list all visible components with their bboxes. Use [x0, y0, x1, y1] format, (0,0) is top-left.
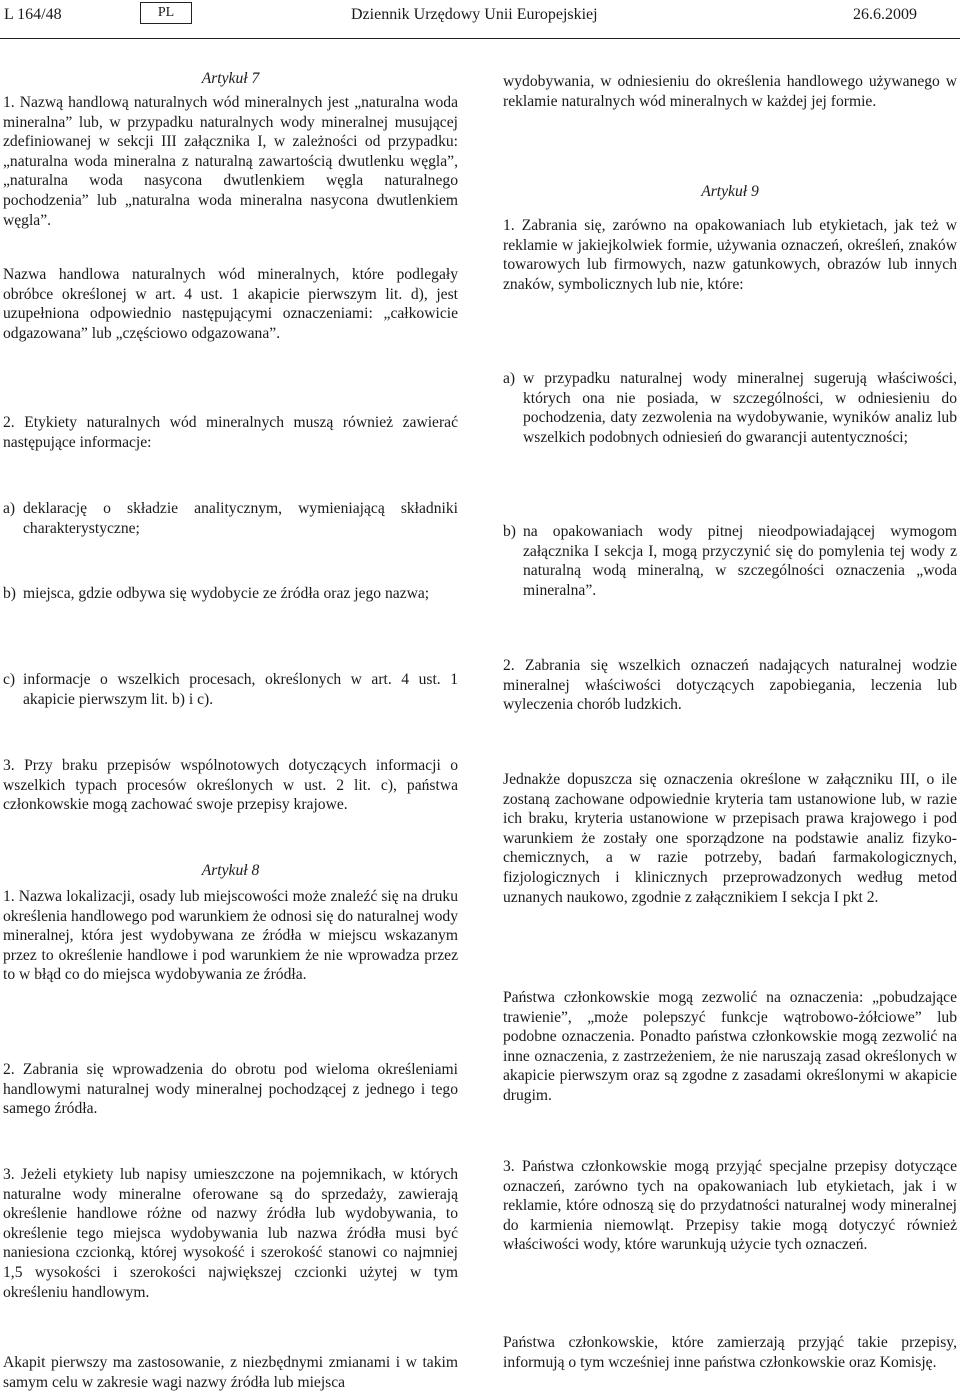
- page-header: [0, 0, 960, 38]
- art9-paragraph-2-sub-2: Państwa członkowskie mogą zezwolić na oznaczenia: „pobudzające trawienie”, „może polepszyć funkcje wątrobowo-żółciowe” lub podobne oznaczenia. Ponadto państwa członkowskie mogą zezwolić na inne oznaczenia, z zastrzeżeniem, że nie naruszają zasad określonych w akapicie pierwszym oraz są zgodne z zasadami określonymi w akapicie drugim.: [503, 989, 957, 1104]
- language-badge: PL: [140, 2, 192, 24]
- art9-item-b: [503, 522, 957, 600]
- article-7-heading: Artykuł 7: [201, 70, 260, 87]
- art8-paragraph-2: 2. Zabrania się wprowadzenia do obrotu pod wieloma określeniami handlowymi naturalnej wody mineralnej pochodzącej z jednego i tego samego źródła.: [3, 1061, 458, 1118]
- art7-item-b: [3, 584, 458, 604]
- item-text: na opakowaniach wody pitnej nieodpowiadającej wymogom załącznika I sekcja I, mogą przyczynić się do pomylenia tej wody z naturalną wodą mineralną, w szczególności oznaczenia „woda mineralna”.: [523, 523, 957, 599]
- art9-item-a: [503, 369, 957, 447]
- item-label: b): [3, 585, 16, 602]
- item-text: informacje o wszelkich procesach, określonych w art. 4 ust. 1 akapicie pierwszym lit. b) i c).: [23, 671, 458, 708]
- art9-paragraph-3-sub: Państwa członkowskie, które zamierzają przyjąć takie przepisy, informują o tym wcześniej inne państwa członkowskie oraz Komisję.: [503, 1334, 957, 1371]
- article-8-heading: Artykuł 8: [201, 862, 260, 879]
- art7-paragraph-1-sub: Nazwa handlowa naturalnych wód mineralnych, które podlegały obróbce określonej w art. 4 ust. 1 akapicie pierwszym lit. d), jest uzupełniona odpowiednio następującymi oznaczeniami: „całkowicie odgazowana” lub „częściowo odgazowana”.: [3, 266, 458, 342]
- item-label: a): [3, 500, 16, 517]
- art9-paragraph-2: 2. Zabrania się wszelkich oznaczeń nadających naturalnej wodzie mineralnej właściwości dotyczących zapobiegania, leczenia lub wyleczenia chorób ludzkich.: [503, 657, 957, 714]
- art7-paragraph-1: 1. Nazwą handlową naturalnych wód mineralnych jest „naturalna woda mineralna” lub, w przypadku naturalnych wody mineralnej musującej zdefiniowanej w sekcji III załącznika I, w zależności od przypadku: „naturalna woda mineralna z naturalną zawartością dwutlenku węgla”, „naturalna woda nasycona dwutlenkiem węgla naturalnego pochodzenia” lub „naturalna woda mineralna nasycona dwutlenkiem węgla”.: [3, 94, 458, 229]
- art8-continuation: wydobywania, w odniesieniu do określenia handlowego używanego w reklamie naturalnych wód mineralnych w każdej jej formie.: [503, 73, 957, 110]
- item-label: c): [3, 671, 16, 688]
- journal-title: Dziennik Urzędowy Unii Europejskiej: [351, 6, 598, 23]
- item-text: miejsca, gdzie odbywa się wydobycie ze źródła oraz jego nazwa;: [23, 585, 430, 602]
- art9-paragraph-2-sub-1: Jednakże dopuszcza się oznaczenia określone w załączniku III, o ile zostaną zachowane odpowiednie kryteria tam ustanowione lub, w razie ich braku, kryteria ustanowione w przepisach prawa krajowego i pod warunkiem że zostały one sporządzone na podstawie analiz fizyko-chemicznych, a w razie potrzeby, badań farmakologicznych, fizjologicznych i klinicznych przeprowadzonych według metod uznanych naukowo, zgodnie z załącznikiem I sekcja I pkt 2.: [503, 771, 957, 906]
- item-label: b): [503, 523, 516, 540]
- art8-paragraph-1: 1. Nazwa lokalizacji, osady lub miejscowości może znaleźć się na druku określenia handlowego pod warunkiem że odnosi się do naturalnej wody mineralnej, która jest wydobywana ze źródła w miejscu wskazanym przez to określenie handlowe i pod warunkiem że nie wprowadza przez to w błąd co do miejsca wydobywania ze źródła.: [3, 888, 458, 984]
- article-9-heading: Artykuł 9: [701, 183, 759, 200]
- art7-paragraph-3: 3. Przy braku przepisów wspólnotowych dotyczących informacji o wszelkich typach procesów określonych w ust. 2 lit. c), państwa członkowskie mogą zachować swoje przepisy krajowe.: [3, 757, 458, 814]
- header-divider: [0, 38, 960, 39]
- art9-paragraph-3: 3. Państwa członkowskie mogą przyjąć specjalne przepisy dotyczące oznaczeń, zarówno tych na opakowaniach lub etykietach, jak i w reklamie, które odnoszą się do przydatności naturalnej wody mineralnej do karmienia niemowląt. Przepisy takie mogą dotyczyć również właściwości wody, które warunkują użycie tych oznaczeń.: [503, 1158, 957, 1254]
- art7-item-c: [3, 670, 458, 709]
- art7-paragraph-2: 2. Etykiety naturalnych wód mineralnych muszą również zawierać następujące informacje:: [3, 414, 458, 451]
- page-number: L 164/48: [4, 6, 62, 23]
- art9-paragraph-1: 1. Zabrania się, zarówno na opakowaniach lub etykietach, jak też w reklamie w jakiejkolwiek formie, używania oznaczeń, określeń, znaków towarowych lub firmowych, nazw gatunkowych, obrazów lub innych znaków, symbolicznych lub nie, które:: [503, 217, 957, 293]
- art8-paragraph-3-sub: Akapit pierwszy ma zastosowanie, z niezbędnymi zmianami i w takim samym celu w zakresie wagi nazwy źródła lub miejsca: [3, 1354, 458, 1391]
- publication-date: 26.6.2009: [853, 6, 917, 23]
- item-text: deklarację o składzie analitycznym, wymieniającą składniki charakterystyczne;: [23, 500, 458, 537]
- item-text: w przypadku naturalnej wody mineralnej sugerują właściwości, których ona nie posiada, w szczególności, w odniesieniu do pochodzenia, daty zezwolenia na wydobywanie, wyników analiz lub wszelkich podobnych odniesień do gwarancji autentyczności;: [523, 370, 957, 446]
- art7-item-a: [3, 499, 458, 538]
- item-label: a): [503, 370, 516, 387]
- art8-paragraph-3: 3. Jeżeli etykiety lub napisy umieszczone na pojemnikach, w których naturalne wody mineralne oferowane są do sprzedaży, zawierają określenie handlowe różne od nazwy źródła lub wydobywania, to określenie tego miejsca wydobywania lub nazwa źródła musi być naniesiona czcionką, której wysokość i szerokość stanowi co najmniej 1,5 wysokości i szerokości największej czcionki użytej w tym określeniu handlowym.: [3, 1166, 458, 1301]
